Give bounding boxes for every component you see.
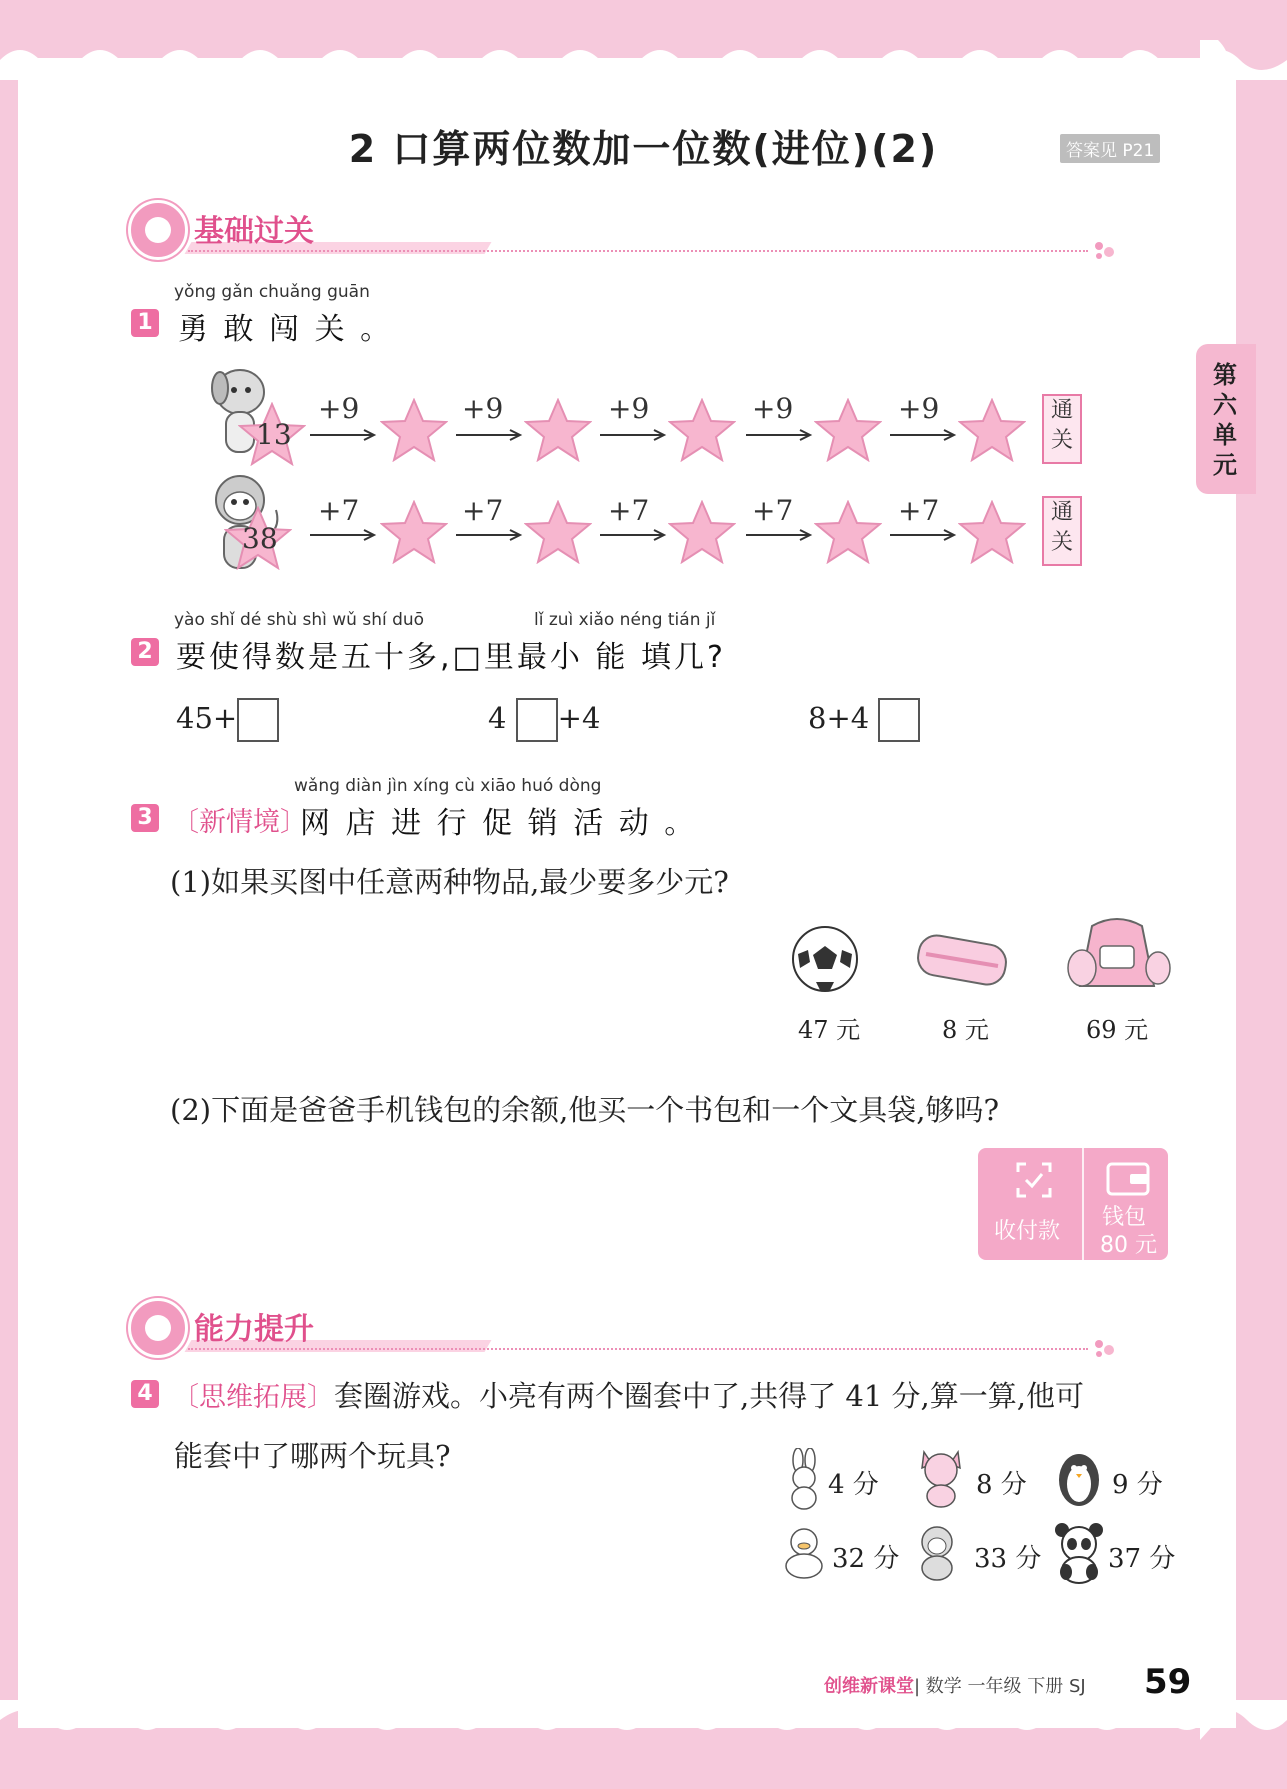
arrow-right-icon <box>308 428 378 442</box>
answer-star[interactable] <box>814 398 882 462</box>
arrow-right-icon <box>598 528 668 542</box>
op-1-5: +9 <box>898 392 940 425</box>
girl-avatar-icon <box>128 200 188 260</box>
price-pencil-case: 8 元 <box>942 1016 989 1044</box>
q4-text-1: 套圈游戏。小亮有两个圈套中了,共得了 41 分,算一算,他可 <box>334 1379 1084 1413</box>
answer-star[interactable] <box>380 500 448 564</box>
penguin-icon <box>1052 1448 1106 1508</box>
footer-details: | 数学 一年级 下册 SJ <box>914 1676 1086 1697</box>
q3-number: 3 <box>131 804 159 832</box>
answer-star[interactable] <box>668 398 736 462</box>
price-backpack: 69 元 <box>1086 1016 1149 1044</box>
q2-expr-2-right: +4 <box>557 701 601 735</box>
arrow-right-icon <box>454 528 524 542</box>
decor-dots-icon <box>1093 1338 1123 1358</box>
q4-text-2: 能套中了哪两个玩具? <box>174 1439 451 1473</box>
duck-icon <box>782 1524 826 1580</box>
answer-reference: 答案见 P21 <box>1060 134 1160 163</box>
q3-pinyin: wǎng diàn jìn xíng cù xiāo huó dòng <box>294 776 602 796</box>
q2-expr-3 <box>808 698 920 742</box>
op-2-3: +7 <box>608 494 650 527</box>
q2-expr-1 <box>176 698 279 742</box>
dotted-divider <box>188 250 1088 252</box>
score-duck: 32 分 <box>832 1544 900 1574</box>
bottom-wave-border <box>0 1700 1287 1740</box>
pass-box-1: 通关 <box>1042 394 1082 464</box>
q1-text: 勇 敢 闯 关 。 <box>178 312 394 347</box>
top-wave-border <box>0 40 1287 80</box>
arrow-right-icon <box>744 528 814 542</box>
monkey-toy-icon <box>912 1522 962 1582</box>
wallet-amount: 80 元 <box>1100 1233 1157 1258</box>
phone-wallet-panel <box>978 1148 1168 1260</box>
arrow-right-icon <box>598 428 668 442</box>
q2-pinyin-1: yào shǐ dé shù shì wǔ shí duō <box>174 610 425 630</box>
q3-sub2: (2)下面是爸爸手机钱包的余额,他买一个书包和一个文具袋,够吗? <box>170 1093 1000 1127</box>
answer-box[interactable] <box>878 698 920 742</box>
score-monkey: 33 分 <box>974 1544 1042 1574</box>
answer-star[interactable] <box>958 398 1026 462</box>
q2-expr-1-left: 45+ <box>176 701 238 735</box>
q4-tag: 〔思维拓展〕 <box>172 1382 334 1413</box>
q4-line-1 <box>172 1374 1084 1415</box>
section-advanced-label: 能力提升 <box>194 1312 314 1347</box>
footer-brand: 创维新课堂 <box>824 1676 914 1697</box>
page-title: 2 口算两位数加一位数(进位)(2) <box>348 127 939 171</box>
panda-icon <box>1052 1520 1106 1584</box>
op-2-1: +7 <box>318 494 360 527</box>
dotted-divider <box>188 1348 1088 1350</box>
q3-text: 网 店 进 行 促 销 活 动 。 <box>300 806 698 841</box>
arrow-right-icon <box>888 428 958 442</box>
cat-icon <box>916 1446 966 1508</box>
q1-pinyin: yǒng gǎn chuǎng guān <box>174 282 370 302</box>
rabbit-icon <box>784 1448 824 1510</box>
answer-star[interactable] <box>380 398 448 462</box>
q4-number: 4 <box>131 1380 159 1408</box>
q2-text: 要使得数是五十多,□里最小 能 填几? <box>176 640 726 675</box>
op-2-2: +7 <box>462 494 504 527</box>
op-1-2: +9 <box>462 392 504 425</box>
op-1-1: +9 <box>318 392 360 425</box>
arrow-right-icon <box>888 528 958 542</box>
score-panda: 37 分 <box>1108 1544 1176 1574</box>
footer-info <box>824 1672 1086 1698</box>
pencil-case-icon <box>912 930 1012 990</box>
backpack-icon <box>1062 916 1172 1000</box>
arrow-right-icon <box>744 428 814 442</box>
answer-box[interactable] <box>237 698 279 742</box>
q3-tag: 〔新情境〕 <box>172 807 307 838</box>
unit-side-tab <box>1196 344 1256 494</box>
q2-pinyin-2: lǐ zuì xiǎo néng tián jǐ <box>534 610 716 630</box>
section-basic-label: 基础过关 <box>194 214 314 249</box>
arrow-right-icon <box>308 528 378 542</box>
start-number-1: 13 <box>256 418 292 451</box>
answer-star[interactable] <box>524 398 592 462</box>
score-cat: 8 分 <box>976 1470 1027 1500</box>
price-soccer-ball: 47 元 <box>798 1016 861 1044</box>
wallet-icon <box>1106 1162 1150 1196</box>
score-penguin: 9 分 <box>1112 1470 1163 1500</box>
q1-number: 1 <box>131 309 159 337</box>
section-basic-header <box>128 200 1168 260</box>
wallet-label: 钱包 <box>1102 1205 1147 1230</box>
q3-sub1: (1)如果买图中任意两种物品,最少要多少元? <box>170 865 729 899</box>
unit-side-tab-label: 第六单元 <box>1213 361 1237 479</box>
q2-expr-2 <box>488 698 600 742</box>
op-1-4: +9 <box>752 392 794 425</box>
page-number: 59 <box>1144 1662 1192 1702</box>
answer-star[interactable] <box>814 500 882 564</box>
answer-star[interactable] <box>524 500 592 564</box>
answer-star[interactable] <box>958 500 1026 564</box>
q2-expr-3-left: 8+4 <box>808 701 870 735</box>
op-2-4: +7 <box>752 494 794 527</box>
q2-expr-2-left: 4 <box>488 701 507 735</box>
answer-box[interactable] <box>516 698 558 742</box>
start-number-2: 38 <box>242 522 278 555</box>
monkey-avatar-icon <box>128 1298 188 1358</box>
pass-box-2: 通关 <box>1042 496 1082 566</box>
wallet-divider <box>1082 1148 1084 1260</box>
pay-label: 收付款 <box>994 1219 1061 1244</box>
section-advanced-header <box>128 1298 1168 1358</box>
q2-number: 2 <box>131 638 159 666</box>
soccer-ball-icon <box>790 924 860 994</box>
right-wave-border <box>1200 40 1250 1740</box>
arrow-right-icon <box>454 428 524 442</box>
scan-icon <box>1016 1162 1052 1198</box>
score-rabbit: 4 分 <box>828 1470 879 1500</box>
op-1-3: +9 <box>608 392 650 425</box>
op-2-5: +7 <box>898 494 940 527</box>
decor-dots-icon <box>1093 240 1123 260</box>
answer-star[interactable] <box>668 500 736 564</box>
